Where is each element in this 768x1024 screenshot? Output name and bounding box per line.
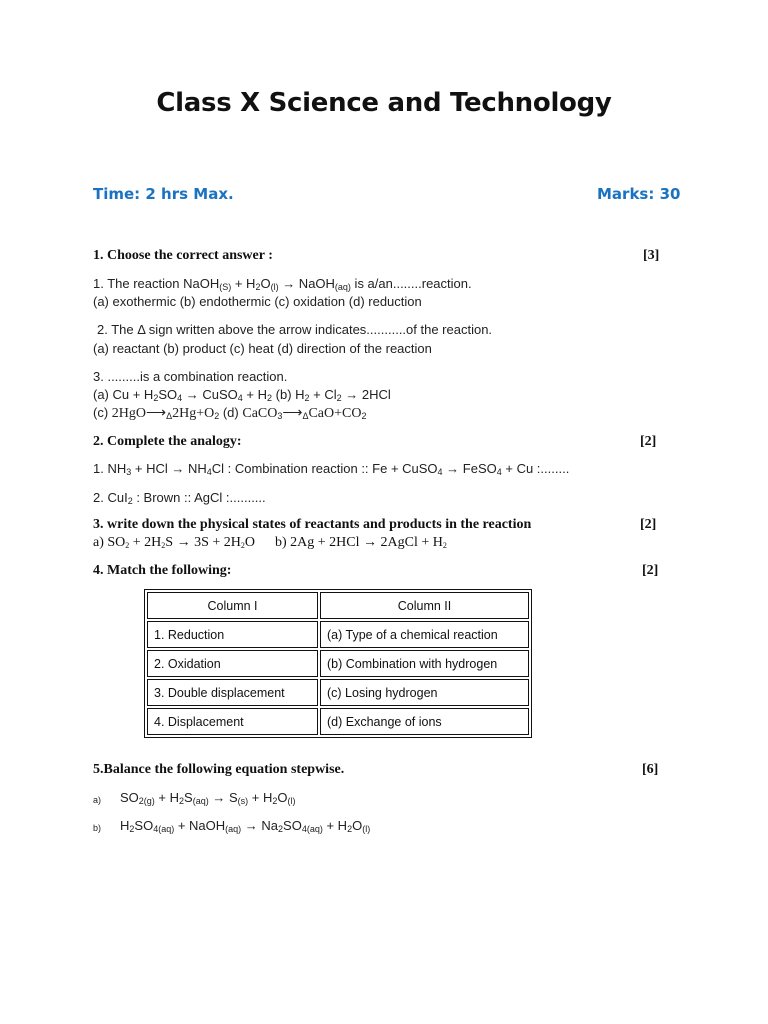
q3-heading: 3. write down the physical states of reactants and products in the reaction [93,517,532,532]
q5-b-label: b) [93,823,102,833]
q3-marks: [2] [640,517,657,532]
table-header-row [147,592,529,619]
q5-a-label: a) [93,795,102,805]
q2-item-2: 2. CuI$_2$ : Brown :: AgCl :.......... [93,490,266,506]
table-cell: 2. Oxidation [147,650,318,677]
q4-marks: [2] [642,563,659,578]
q1-item-2-options: (a) reactant (b) product (c) heat (d) direction of the reaction [93,341,432,356]
time-label: Time: 2 hrs Max. [93,185,234,203]
q1-heading: 1. Choose the correct answer : [93,248,273,263]
q1-item-1: 1. The reaction NaOH$_{(S)}$ + $H_2O_{(l)}$ → NaOH$_{(aq)}$ is a/an........reaction. [93,276,472,292]
q2-heading: 2. Complete the analogy: [93,434,242,449]
table-header-cell: Column II [320,592,529,619]
q5-b-equation: $H_2SO_{4(aq)}$ + NaOH$_{(aq)}$ → $Na_2SO_{4(aq)} + H_2O_{(l)}$ [120,818,371,834]
table-cell: (a) Type of a chemical reaction [320,621,529,648]
q1-item-3: 3. .........is a combination reaction. [93,369,288,384]
page-title: Class X Science and Technology [156,88,612,118]
table-cell: 1. Reduction [147,621,318,648]
marks-label: Marks: 30 [597,185,681,203]
table-cell: (b) Combination with hydrogen [320,650,529,677]
q5-a-equation: $SO_{2(g)} + H_2S_{(aq)} \to S_{(s)} + H_2O_{(l)}$ [120,790,296,806]
table-row [147,650,529,677]
match-table [144,589,532,738]
table-row [147,708,529,735]
table-cell: (c) Losing hydrogen [320,679,529,706]
q1-item-3-options-ab: (a) $Cu + H_2SO_4$ → CuSO$_4$ + $H_2$ (b) $H_2 + Cl_2 \to 2HCl$ [93,387,391,403]
q4-heading: 4. Match the following: [93,563,232,578]
q1-item-2: 2. The Δ sign written above the arrow indicates...........of the reaction. [97,322,493,337]
q2-item-1: 1. $NH_3$ + HCl → $NH_4Cl$ : Combination reaction :: Fe + CuSO$_4$ → FeSO$_4$ + Cu :........ [93,461,570,477]
q2-marks: [2] [640,434,657,449]
table-cell: (d) Exchange of ions [320,708,529,735]
table-row [147,621,529,648]
table-header-cell: Column I [147,592,318,619]
q3-equation: a) $SO_2 + 2H_2S \to 3S + 2H_2O$ b) 2Ag + 2HCl → 2AgCl + $H_2$ [93,535,447,550]
table-cell: 3. Double displacement [147,679,318,706]
q1-marks: [3] [643,248,660,263]
q1-item-1-options: (a) exothermic (b) endothermic (c) oxidation (d) reduction [93,294,422,309]
table-row [147,679,529,706]
q1-item-3-options-cd: (c) $2HgO⟶_\Delta 2Hg+O_2$ (d) $CaCO_3⟶_\Delta CaO+CO_2$ [93,405,367,421]
table-cell: 4. Displacement [147,708,318,735]
q5-heading: 5.Balance the following equation stepwise. [93,762,345,777]
q5-marks: [6] [642,762,659,777]
